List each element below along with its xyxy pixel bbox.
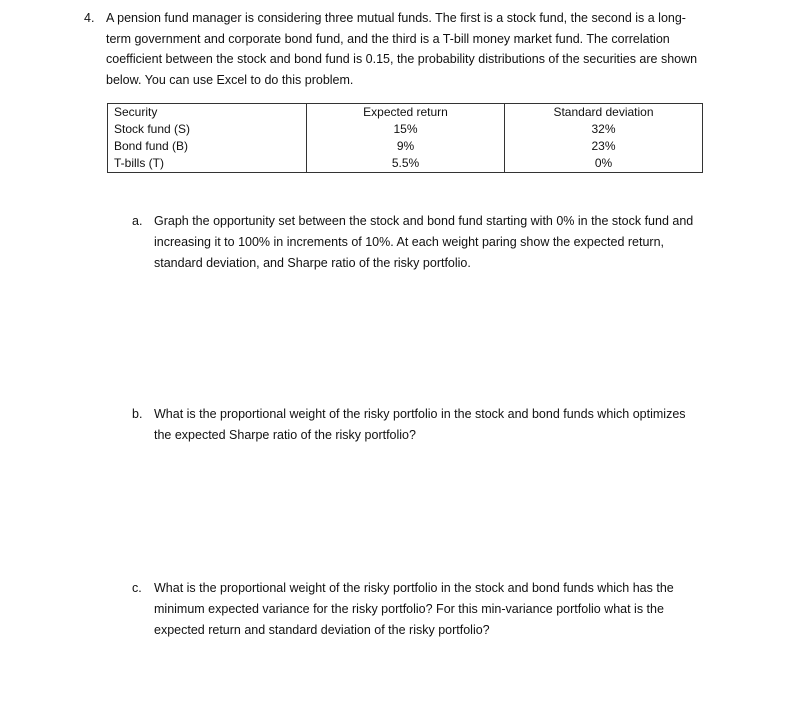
cell-security: Stock fund (S)	[108, 121, 307, 138]
problem-text: A pension fund manager is considering three mutual funds. The first is a stock fund, the second is a long-term government and corporate bond fund, and the third is a T-bill money market fund. The correlation coefficient between the stock and bond fund is 0.15, the probability distributions of the securities are shown below. You can use Excel to do this problem.	[106, 11, 698, 87]
cell-expected-return: 15%	[307, 121, 505, 138]
header-security: Security	[108, 104, 307, 122]
part-letter: b.	[132, 407, 143, 421]
cell-expected-return: 5.5%	[307, 155, 505, 173]
problem-statement	[84, 8, 724, 90]
cell-security: Bond fund (B)	[108, 138, 307, 155]
part-text: What is the proportional weight of the risky portfolio in the stock and bond funds which has the minimum expected variance for the risky portfolio? For this min-variance portfolio what is the expected return and standard deviation of the risky portfolio?	[154, 581, 674, 637]
cell-standard-deviation: 23%	[505, 138, 703, 155]
cell-expected-return: 9%	[307, 138, 505, 155]
question-part-c	[132, 578, 712, 641]
table-row	[108, 155, 703, 173]
part-text: What is the proportional weight of the risky portfolio in the stock and bond funds which optimizes the expected Sharpe ratio of the risky portfolio?	[154, 407, 686, 442]
header-expected-return: Expected return	[307, 104, 505, 122]
table-row	[108, 138, 703, 155]
part-text: Graph the opportunity set between the stock and bond fund starting with 0% in the stock fund and increasing it to 100% in increments of 10%. At each weight paring show the expected return, standard deviation, and Sharpe ratio of the risky portfolio.	[154, 214, 694, 270]
header-standard-deviation: Standard deviation	[505, 104, 703, 122]
question-part-b	[132, 404, 712, 446]
cell-security: T-bills (T)	[108, 155, 307, 173]
problem-number: 4.	[84, 11, 95, 25]
part-letter: c.	[132, 581, 142, 595]
part-letter: a.	[132, 214, 143, 228]
question-part-a	[132, 211, 712, 274]
cell-standard-deviation: 0%	[505, 155, 703, 173]
securities-table	[107, 103, 703, 173]
problem-row	[84, 8, 724, 90]
table-header-row	[108, 104, 703, 122]
cell-standard-deviation: 32%	[505, 121, 703, 138]
table-row	[108, 121, 703, 138]
